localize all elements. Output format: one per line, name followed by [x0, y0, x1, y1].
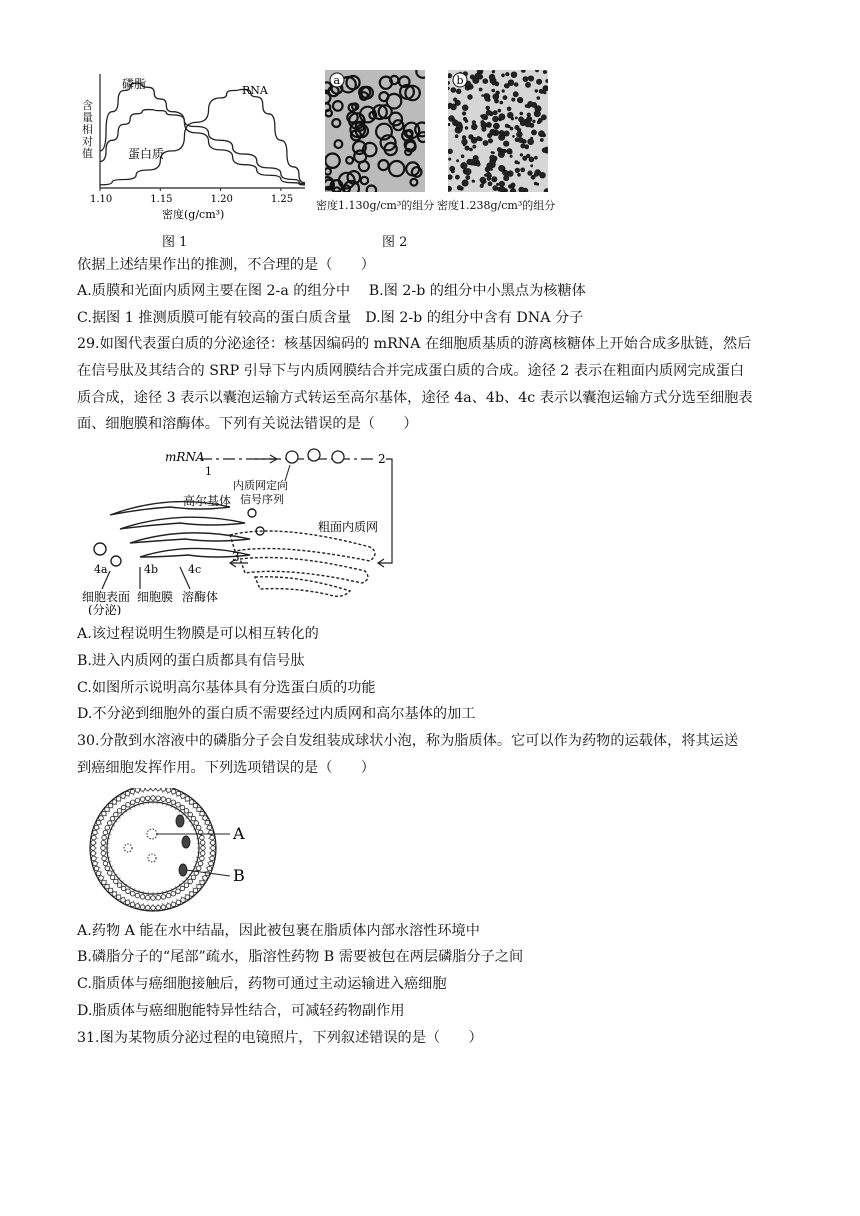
micrograph-a-caption: 密度1.130g/cm³的组分 [316, 199, 435, 212]
liposome-diagram [80, 788, 280, 913]
rough-er-icon [230, 531, 375, 596]
x-axis-title: 密度(g/cm³) [162, 208, 225, 221]
svg-text:信号序列: 信号序列 [240, 493, 284, 506]
micrograph-b [448, 70, 548, 192]
figure2-caption: 图 2 [382, 235, 408, 250]
q28-options-ab: A.质膜和光面内质网主要在图 2-a 的组分中 B.图 2-b 的组分中小黑点为核糖体 [77, 283, 586, 299]
series-line-2 [100, 89, 305, 184]
svg-text:细胞表面: 细胞表面 [82, 590, 131, 604]
q28-stem: 依据上述结果作出的推测，不合理的是（ ） [77, 257, 375, 273]
svg-text:内质网定向: 内质网定向 [233, 479, 288, 492]
q29-stem-line3: 质合成，途径 3 表示以囊泡运输方式转运至高尔基体，途径 4a、4b、4c 表示以囊泡运输方式分选至细胞表 [77, 390, 753, 406]
micrograph-b-caption: 密度1.238g/cm³的组分 [437, 199, 556, 212]
q29-stem-line2: 在信号肽及其结合的 SRP 引导下与内质网膜结合并完成蛋白质的合成。途径 2 表示在粗面内质网完成蛋白 [77, 363, 745, 379]
x-tick-label: 1.15 [150, 194, 173, 205]
q30-option-a: A.药物 A 能在水中结晶，因此被包裹在脂质体内部水溶性环境中 [77, 923, 480, 939]
q29-stem-line4: 面、细胞膜和溶酶体。下列有关说法错误的是（ ） [77, 416, 418, 432]
q29-option-d: D.不分泌到细胞外的蛋白质不需要经过内质网和高尔基体的加工 [77, 706, 476, 722]
figure1-chart [80, 68, 310, 223]
panel-a-tag: a [333, 74, 341, 87]
q29-option-b: B.进入内质网的蛋白质都具有信号肽 [77, 653, 305, 669]
series-label-rna: RNA [242, 84, 268, 97]
svg-text:4b: 4b [144, 563, 159, 576]
svg-text:4c: 4c [188, 563, 202, 576]
chart-series [100, 83, 305, 185]
secretion-pathway-svg [80, 443, 420, 615]
q30-stem-line2: 到癌细胞发挥作用。下列选项错误的是（ ） [77, 760, 375, 776]
y-axis-title: 含量相对值 [82, 99, 93, 160]
axis-lines [100, 74, 305, 188]
micrograph-a [325, 70, 425, 192]
x-tick-label: 1.10 [90, 194, 113, 205]
label-b: B [233, 866, 245, 885]
golgi-label: 高尔基体 [183, 494, 232, 508]
svg-text:2: 2 [378, 452, 386, 466]
figure1-caption: 图 1 [162, 235, 188, 250]
q28-options-cd: C.据图 1 推测质膜可能有较高的蛋白质含量 D.图 2-b 的组分中含有 DNA 分子 [77, 310, 584, 326]
rough-er-label: 粗面内质网 [318, 520, 379, 534]
chart-ticks [90, 188, 293, 205]
series-label-phospholipid: 磷脂 [122, 77, 147, 91]
svg-text:1: 1 [205, 465, 212, 478]
q31-stem: 31.图为某物质分泌过程的电镜照片，下列叙述错误的是（ ） [77, 1030, 483, 1046]
svg-text:(分泌): (分泌) [88, 603, 122, 615]
q30-option-d: D.脂质体与癌细胞能特异性结合，可减轻药物副作用 [77, 1003, 405, 1019]
q30-option-b: B.磷脂分子的“尾部”疏水，脂溶性药物 B 需要被包在两层磷脂分子之间 [77, 949, 524, 965]
density-chart-svg [80, 68, 310, 223]
chart-axes [100, 74, 305, 188]
label-a: A [233, 824, 245, 843]
svg-text:溶酶体: 溶酶体 [182, 590, 219, 604]
mrna-label: mRNA [165, 450, 205, 464]
liposome-svg [80, 788, 280, 913]
q29-option-a: A.该过程说明生物膜是可以相互转化的 [77, 626, 319, 642]
panel-b-tag: b [456, 74, 464, 87]
q29-option-c: C.如图所示说明高尔基体具有分选蛋白质的功能 [77, 680, 376, 696]
q29-stem-line1: 29.如图代表蛋白质的分泌途径：核基因编码的 mRNA 在细胞质基质的游离核糖体上开始合成多肽链，然后 [77, 336, 752, 352]
ribosome-icons [286, 449, 344, 463]
secretion-pathway-diagram [80, 443, 420, 615]
q30-stem-line1: 30.分散到水溶液中的磷脂分子会自发组装成球状小泡，称为脂质体。它可以作为药物的运载体，将其运送 [77, 733, 739, 749]
series-line-0 [100, 83, 305, 185]
svg-text:细胞膜: 细胞膜 [137, 590, 174, 604]
svg-text:3: 3 [232, 550, 240, 564]
x-tick-label: 1.20 [210, 194, 233, 205]
svg-text:4a: 4a [94, 563, 108, 576]
x-tick-label: 1.25 [270, 194, 294, 205]
series-label-protein: 蛋白质 [128, 147, 165, 161]
q30-option-c: C.脂质体与癌细胞接触后，药物可通过主动运输进入癌细胞 [77, 976, 447, 992]
